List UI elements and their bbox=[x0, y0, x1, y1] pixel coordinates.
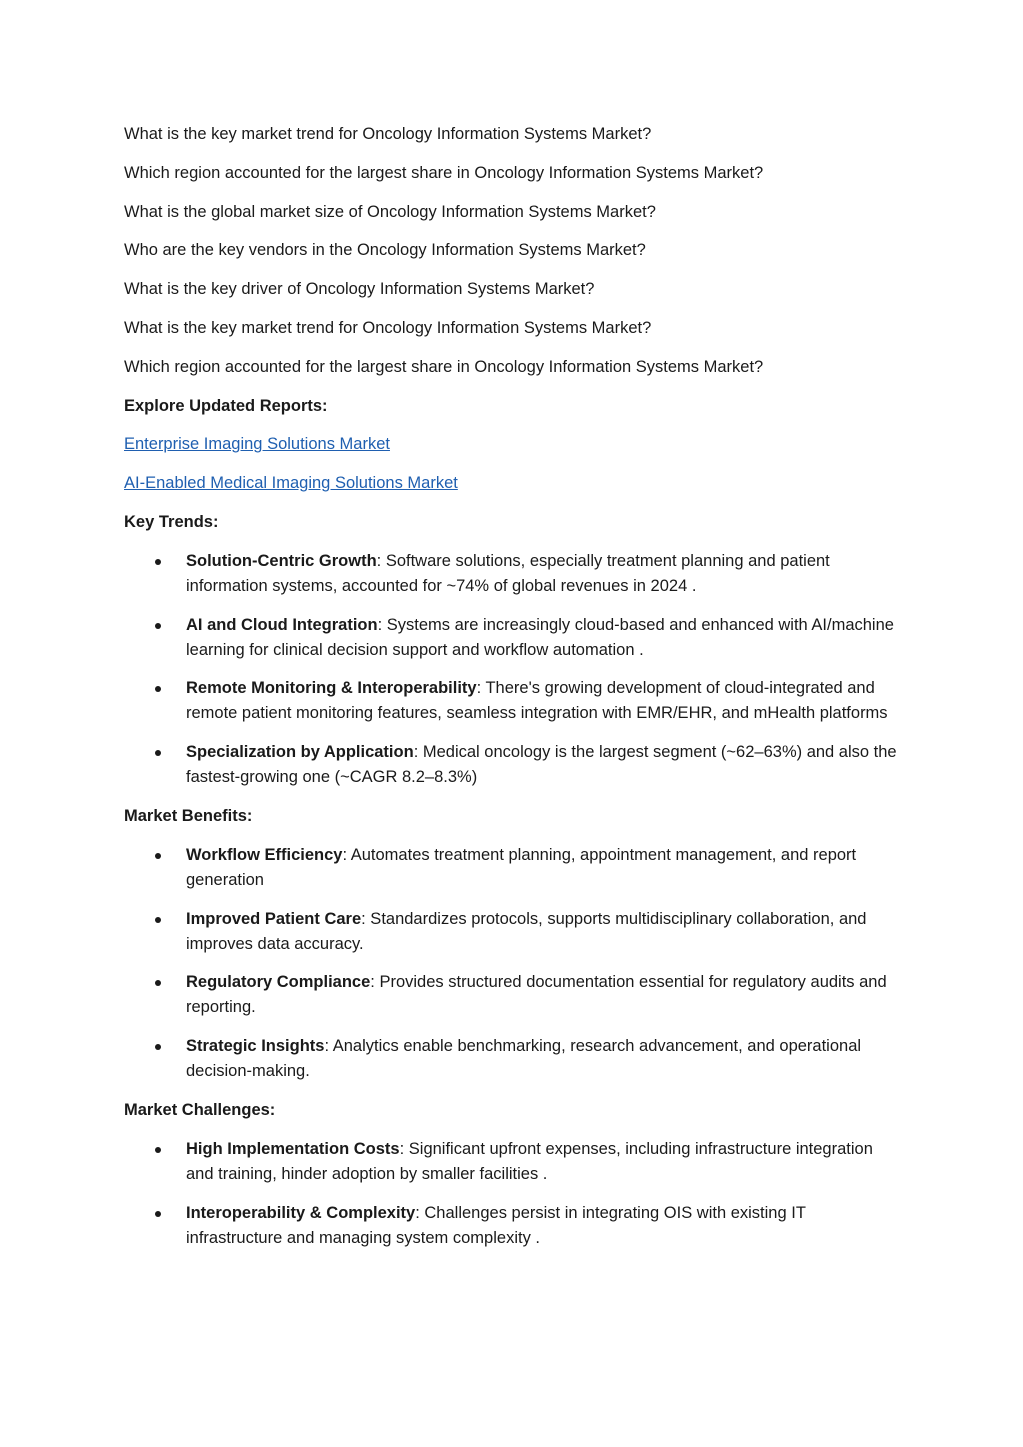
list-item-term: Regulatory Compliance bbox=[186, 973, 371, 992]
bullet-icon bbox=[155, 686, 161, 692]
bullet-icon bbox=[155, 623, 161, 629]
list-item-text: : Standardizes protocols, supports multidisciplinary collaboration, and improves data accuracy. bbox=[186, 909, 867, 953]
list-item-text: : Medical oncology is the largest segment (~62–63%) and also the fastest-growing one (~CAGR 8.2–8.3%) bbox=[186, 743, 897, 787]
list-item-text: : Significant upfront expenses, including infrastructure integration and training, hinder adoption by smaller facilities . bbox=[186, 1139, 873, 1183]
list-item bbox=[124, 907, 904, 957]
list-item-term: Specialization by Application bbox=[186, 743, 414, 762]
list-item-text: : Automates treatment planning, appointment management, and report generation bbox=[186, 845, 857, 889]
market-benefits-list bbox=[124, 843, 904, 1084]
list-item-text: : Analytics enable benchmarking, research advancement, and operational decision-making. bbox=[186, 1037, 862, 1081]
list-item-text: : Challenges persist in integrating OIS with existing IT infrastructure and managing system complexity . bbox=[186, 1203, 806, 1247]
list-item bbox=[124, 740, 904, 790]
list-item-term: Solution-Centric Growth bbox=[186, 551, 377, 570]
list-item-text: : Provides structured documentation essential for regulatory audits and reporting. bbox=[186, 973, 887, 1017]
list-item bbox=[124, 549, 904, 599]
bullet-icon bbox=[155, 980, 161, 986]
list-item bbox=[124, 1034, 904, 1084]
market-benefits-heading: Market Benefits: bbox=[124, 806, 253, 825]
bullet-icon bbox=[155, 750, 161, 756]
list-item bbox=[124, 970, 904, 1020]
bullet-icon bbox=[155, 853, 161, 859]
list-item-term: Remote Monitoring & Interoperability bbox=[186, 679, 477, 698]
bullet-icon bbox=[155, 1044, 161, 1050]
ai-medical-imaging-link[interactable]: AI-Enabled Medical Imaging Solutions Market bbox=[124, 474, 458, 493]
list-item-text: : Systems are increasingly cloud-based and enhanced with AI/machine learning for clinical decision support and workflow automation . bbox=[186, 615, 894, 659]
list-item bbox=[124, 613, 904, 663]
list-item-term: Improved Patient Care bbox=[186, 909, 362, 928]
list-item bbox=[124, 1201, 904, 1251]
list-item-text: : There's growing development of cloud-integrated and remote patient monitoring features, seamless integration with EMR/EHR, and mHealth platforms bbox=[186, 679, 888, 723]
list-item-term: Strategic Insights bbox=[186, 1037, 325, 1056]
faq-question: What is the key market trend for Oncology Information Systems Market? bbox=[124, 125, 652, 143]
bullet-icon bbox=[155, 1147, 161, 1153]
enterprise-imaging-link[interactable]: Enterprise Imaging Solutions Market bbox=[124, 435, 390, 454]
list-item-term: Interoperability & Complexity bbox=[186, 1203, 416, 1222]
faq-question: Which region accounted for the largest share in Oncology Information Systems Market? bbox=[124, 163, 764, 182]
key-trends-heading: Key Trends: bbox=[124, 512, 219, 531]
list-item bbox=[124, 843, 904, 893]
explore-reports-heading: Explore Updated Reports: bbox=[124, 396, 328, 415]
key-trends-list bbox=[124, 549, 904, 790]
list-item-term: AI and Cloud Integration bbox=[186, 615, 378, 634]
faq-question: Which region accounted for the largest share in Oncology Information Systems Market? bbox=[124, 357, 764, 376]
faq-question: What is the key market trend for Oncology Information Systems Market? bbox=[124, 318, 652, 337]
faq-question: What is the key driver of Oncology Information Systems Market? bbox=[124, 280, 595, 299]
list-item-term: High Implementation Costs bbox=[186, 1139, 400, 1158]
faq-question: Who are the key vendors in the Oncology Information Systems Market? bbox=[124, 241, 646, 260]
document-page bbox=[124, 122, 904, 1264]
bullet-icon bbox=[155, 1211, 161, 1217]
list-item-text: : Software solutions, especially treatment planning and patient information systems, accounted for ~74% of global revenues in 2024 . bbox=[186, 551, 830, 595]
list-item bbox=[124, 676, 904, 726]
list-item-term: Workflow Efficiency bbox=[186, 845, 343, 864]
market-challenges-heading: Market Challenges: bbox=[124, 1100, 276, 1119]
faq-question: What is the global market size of Oncology Information Systems Market? bbox=[124, 202, 656, 221]
list-item bbox=[124, 1137, 904, 1187]
market-challenges-list bbox=[124, 1137, 904, 1251]
bullet-icon bbox=[155, 559, 161, 565]
bullet-icon bbox=[155, 917, 161, 923]
